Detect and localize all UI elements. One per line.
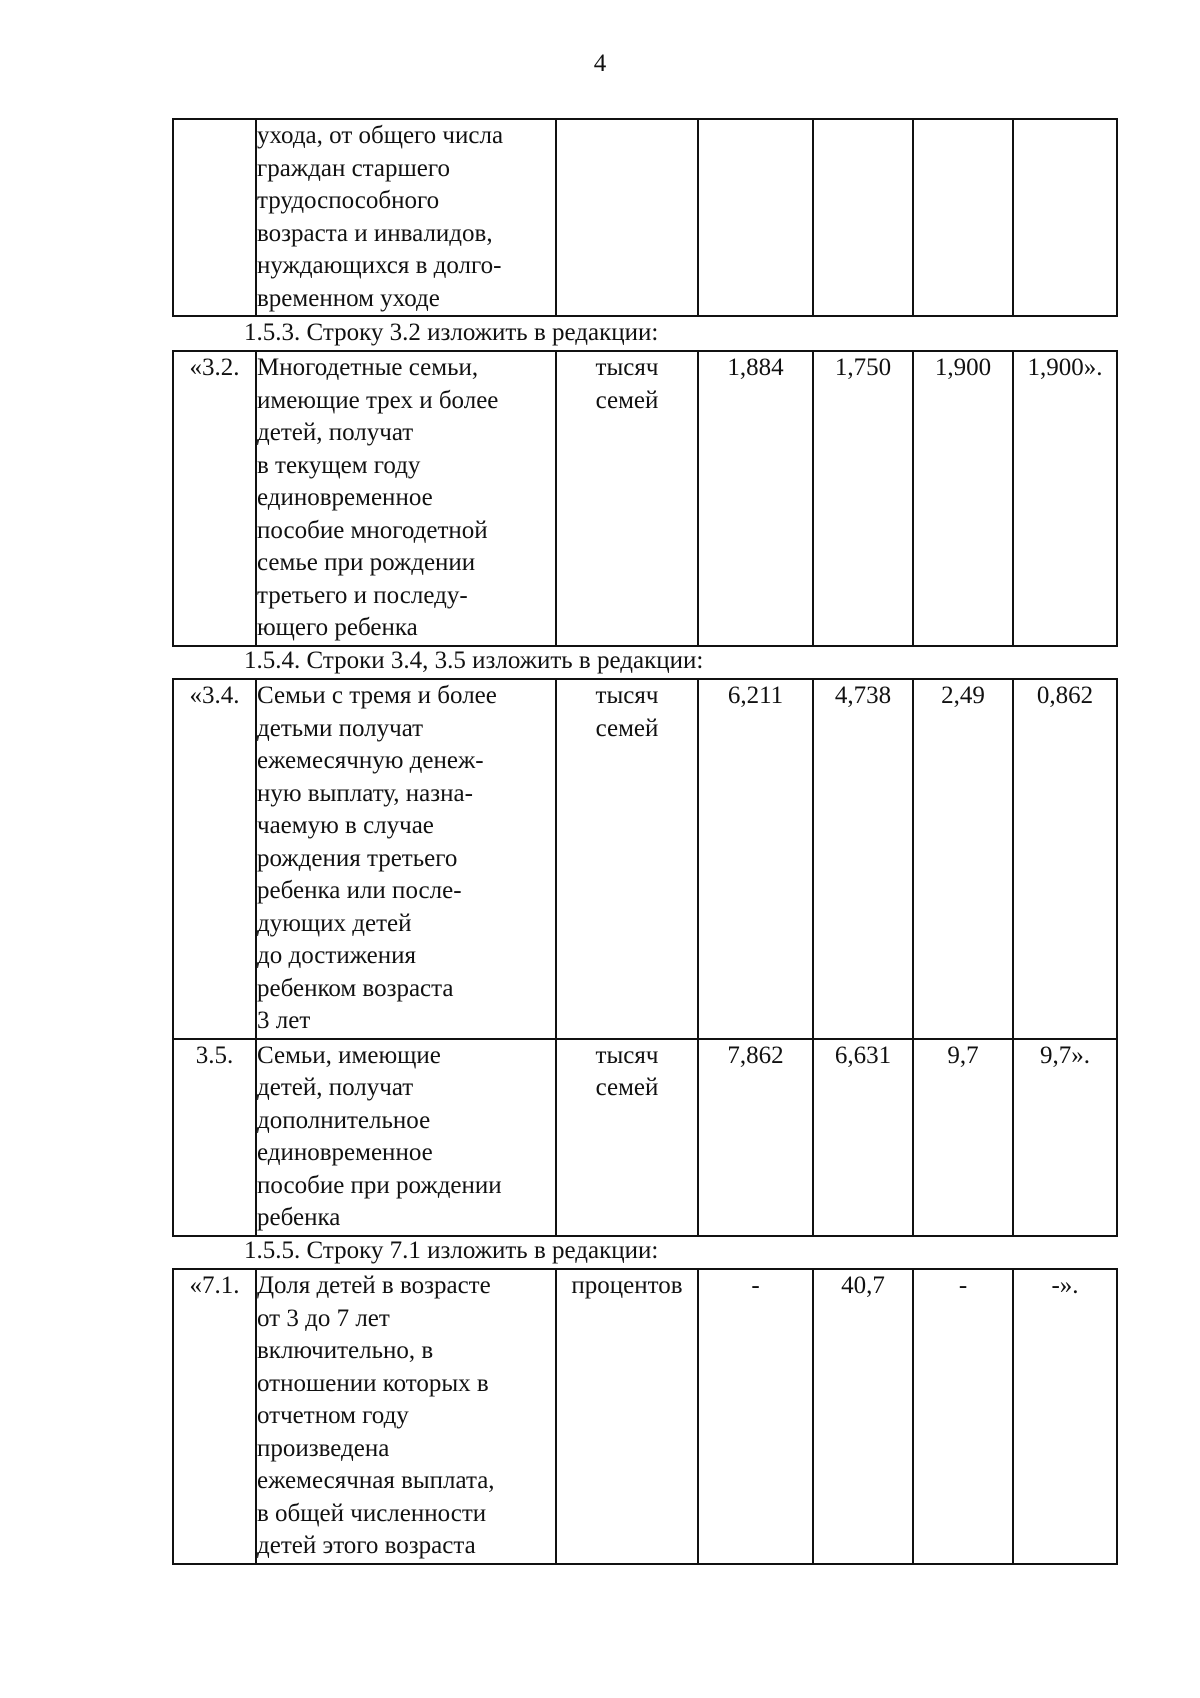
description-line: чаемую в случае bbox=[257, 812, 434, 839]
value-2: 40,7 bbox=[813, 1269, 913, 1564]
value-2 bbox=[813, 119, 913, 316]
description-line: пособие многодетной bbox=[257, 516, 488, 544]
value-1: 7,862 bbox=[698, 1039, 813, 1236]
table-row bbox=[173, 351, 1117, 646]
unit-line: процентов bbox=[571, 1272, 683, 1299]
value-4: -». bbox=[1013, 1269, 1117, 1564]
row-description bbox=[256, 1269, 556, 1564]
value-2: 4,738 bbox=[813, 679, 913, 1039]
table-row bbox=[173, 1039, 1117, 1236]
section-caption: 1.5.3. Строку 3.2 изложить в редакции: bbox=[244, 319, 659, 346]
description-line: произведена bbox=[257, 1434, 390, 1462]
description-line: ющего ребенка bbox=[257, 614, 418, 641]
description-line: Семьи с тремя и более bbox=[257, 682, 497, 709]
description-line: возраста и инвалидов, bbox=[257, 219, 493, 247]
unit-line: тысяч bbox=[595, 1041, 659, 1069]
row-unit bbox=[556, 119, 698, 316]
description-line: в текущем году bbox=[257, 451, 421, 479]
description-line: единовременное bbox=[257, 484, 433, 511]
description-line: детей, получат bbox=[257, 1074, 414, 1101]
row-number: «3.2. bbox=[173, 351, 256, 646]
value-3: 9,7 bbox=[913, 1039, 1013, 1236]
description-line: от 3 до 7 лет bbox=[257, 1304, 390, 1332]
table-continuation bbox=[172, 118, 1116, 317]
table-row-7-1 bbox=[172, 1268, 1116, 1565]
section-caption: 1.5.4. Строки 3.4, 3.5 изложить в редакции: bbox=[244, 647, 704, 674]
description-line: рождения третьего bbox=[257, 844, 458, 872]
row-number: «3.4. bbox=[173, 679, 256, 1039]
section-caption: 1.5.5. Строку 7.1 изложить в редакции: bbox=[244, 1237, 659, 1264]
value-4 bbox=[1013, 119, 1117, 316]
value-3: 2,49 bbox=[913, 679, 1013, 1039]
description-line: временном уходе bbox=[257, 284, 440, 312]
description-line: ребенком возраста bbox=[257, 974, 454, 1002]
description-line: Семьи, имеющие bbox=[257, 1041, 441, 1069]
description-line: единовременное bbox=[257, 1139, 433, 1166]
description-line: семье при рождении bbox=[257, 549, 476, 576]
description-line: третьего и последу- bbox=[257, 581, 468, 609]
row-unit bbox=[556, 351, 698, 646]
row-description bbox=[256, 119, 556, 316]
table-row bbox=[173, 1269, 1117, 1564]
value-2: 6,631 bbox=[813, 1039, 913, 1236]
description-line: ную выплату, назна- bbox=[257, 779, 473, 807]
description-line: ребенка или после- bbox=[257, 877, 462, 904]
description-line: отношении которых в bbox=[257, 1369, 489, 1397]
description-line: 3 лет bbox=[257, 1007, 311, 1034]
value-3: 1,900 bbox=[913, 351, 1013, 646]
value-4: 9,7». bbox=[1013, 1039, 1117, 1236]
description-line: граждан старшего bbox=[257, 154, 450, 182]
row-number bbox=[173, 119, 256, 316]
description-line: ежемесячная выплата, bbox=[257, 1467, 495, 1494]
value-4: 0,862 bbox=[1013, 679, 1117, 1039]
value-1 bbox=[698, 119, 813, 316]
unit-line: семей bbox=[595, 714, 659, 742]
row-description bbox=[256, 351, 556, 646]
unit-line: семей bbox=[595, 386, 659, 414]
description-line: детей этого возраста bbox=[257, 1532, 476, 1559]
value-4: 1,900». bbox=[1013, 351, 1117, 646]
unit-line: тысяч bbox=[595, 682, 659, 709]
description-line: Доля детей в возрасте bbox=[257, 1272, 491, 1299]
description-line: детей, получат bbox=[257, 419, 414, 446]
description-line: дующих детей bbox=[257, 909, 412, 937]
value-2: 1,750 bbox=[813, 351, 913, 646]
description-line: ежемесячную денеж- bbox=[257, 747, 484, 774]
description-line: до достижения bbox=[257, 942, 417, 969]
value-3: - bbox=[913, 1269, 1013, 1564]
table-row bbox=[173, 679, 1117, 1039]
description-line: имеющие трех и более bbox=[257, 386, 499, 414]
description-line: ухода, от общего числа bbox=[257, 122, 504, 149]
description-line: пособие при рождении bbox=[257, 1171, 502, 1199]
row-description bbox=[256, 1039, 556, 1236]
row-unit bbox=[556, 679, 698, 1039]
table-rows-3-4-3-5 bbox=[172, 678, 1116, 1237]
description-line: детьми получат bbox=[257, 714, 424, 742]
description-line: трудоспособного bbox=[257, 187, 440, 214]
value-3 bbox=[913, 119, 1013, 316]
description-line: Многодетные семьи, bbox=[257, 354, 479, 381]
row-unit bbox=[556, 1269, 698, 1564]
row-number: «7.1. bbox=[173, 1269, 256, 1564]
description-line: отчетном году bbox=[257, 1402, 409, 1429]
page-number: 4 bbox=[593, 50, 607, 77]
row-unit bbox=[556, 1039, 698, 1236]
unit-line: семей bbox=[595, 1074, 659, 1101]
value-1: - bbox=[698, 1269, 813, 1564]
description-line: в общей численности bbox=[257, 1499, 487, 1527]
value-1: 1,884 bbox=[698, 351, 813, 646]
description-line: ребенка bbox=[257, 1204, 341, 1231]
description-line: дополнительное bbox=[257, 1106, 431, 1134]
description-line: нуждающихся в долго- bbox=[257, 252, 502, 279]
unit-line: тысяч bbox=[595, 354, 659, 381]
row-number: 3.5. bbox=[173, 1039, 256, 1236]
table-row bbox=[173, 119, 1117, 316]
description-line: включительно, в bbox=[257, 1337, 434, 1364]
value-1: 6,211 bbox=[698, 679, 813, 1039]
table-row-3-2 bbox=[172, 350, 1116, 647]
row-description bbox=[256, 679, 556, 1039]
